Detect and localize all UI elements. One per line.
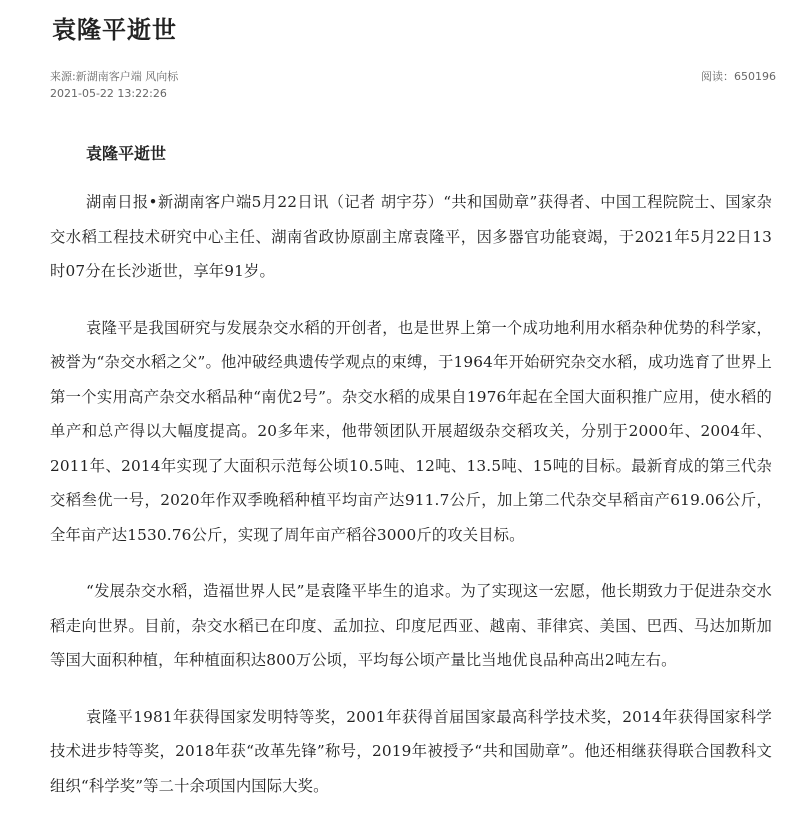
article-paragraph-2: 袁隆平是我国研究与发展杂交水稻的开创者，也是世界上第一个成功地利用水稻杂种优势的科学家，被誉为“杂交水稻之父”。他冲破经典遗传学观点的束缚，于1964年开始研究杂交水稻，成功选育了世界上第一个实用高产杂交水稻品种“南优2号”。杂交水稻的成果自1976年起在全国大面积推广应用，使水稻的单产和总产得以大幅度提高。20多年来，他带领团队开展超级杂交稻攻关，分别于2000年、2004年、2011年、2014年实现了大面积示范每公顷10.5吨、12吨、13.5吨、15吨的目标。最新育成的第三代杂交稻叁优一号，2020年作双季晚稻种植平均亩产达911.7公斤，加上第二代杂交早稻亩产619.06公斤，全年亩产达1530.76公斤，实现了周年亩产稻谷3000斤的攻关目标。 xyxy=(50,318,772,544)
article-source: 来源:新湖南客户端 风向标 xyxy=(50,70,179,83)
article-paragraph-4: 袁隆平1981年获得国家发明特等奖，2001年获得首届国家最高科学技术奖，2014年获得国家科学技术进步特等奖，2018年获“改革先锋”称号，2019年被授予“共和国勋章”。他还相继获得联合国教科文组织“科学奖”等二十余项国内国际大奖。 xyxy=(50,707,772,795)
article-body xyxy=(50,141,772,825)
read-count-value: 650196 xyxy=(734,70,776,83)
read-count-label: 阅读： xyxy=(701,70,734,83)
article-paragraph-3: “发展杂交水稻，造福世界人民”是袁隆平毕生的追求。为了实现这一宏愿，他长期致力于促进杂交水稻走向世界。目前，杂交水稻已在印度、孟加拉、印度尼西亚、越南、菲律宾、美国、巴西、马达加斯加等国大面积种植，年种植面积达800万公顷，平均每公顷产量比当地优良品种高出2吨左右。 xyxy=(50,582,772,669)
read-count xyxy=(701,68,776,84)
article-heading: 袁隆平逝世 xyxy=(86,144,167,163)
article-timestamp: 2021-05-22 13:22:26 xyxy=(50,87,167,100)
page-title: 袁隆平逝世 xyxy=(52,15,177,44)
article-paragraph-1: 湖南日报•新湖南客户端5月22日讯（记者 胡宇芬）“共和国勋章”获得者、中国工程院院士、国家杂交水稻工程技术研究中心主任、湖南省政协原副主席袁隆平，因多器官功能衰竭，于2021年5月22日13时07分在长沙逝世，享年91岁。 xyxy=(50,193,772,280)
